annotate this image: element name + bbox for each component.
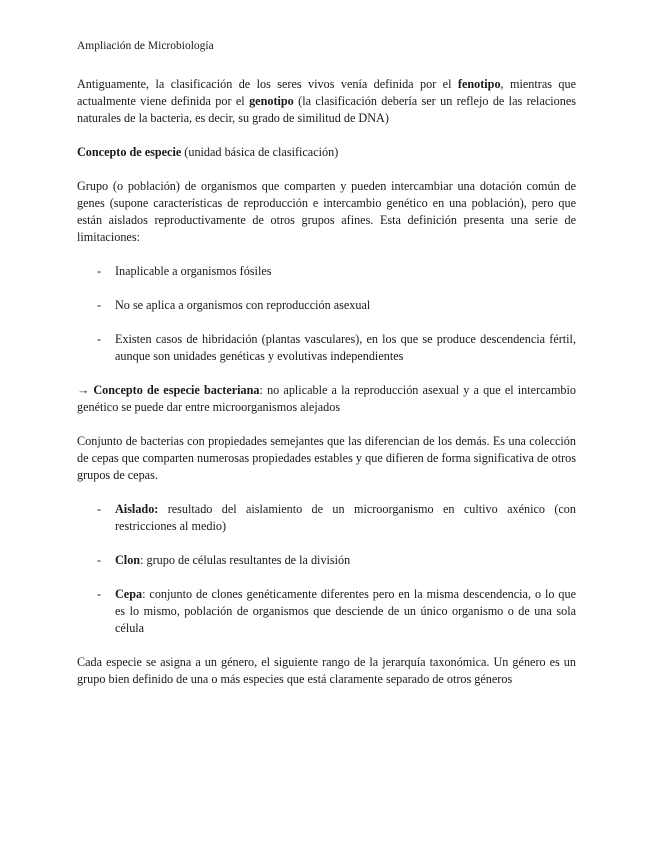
list-item-text: No se aplica a organismos con reproducción asexual	[115, 298, 371, 312]
list-item	[77, 297, 576, 314]
list-item-text: Existen casos de hibridación (plantas vasculares), en los que se produce descendencia fértil, aunque son unidades genéticas y evolutivas independientes	[115, 332, 576, 363]
bacterial-species-heading	[77, 382, 576, 416]
term-text: : grupo de células resultantes de la división	[140, 553, 351, 567]
list-bullet: -	[97, 298, 102, 312]
list-item	[77, 263, 576, 280]
term-label: Cepa	[115, 587, 143, 601]
species-heading	[77, 144, 576, 161]
list-item	[77, 501, 576, 535]
list-item-text	[115, 586, 576, 637]
list-bullet: -	[97, 264, 102, 278]
bacterial-heading-bold: Concepto de especie bacteriana	[93, 383, 260, 397]
list-item-text	[115, 552, 576, 569]
intro-paragraph	[77, 76, 576, 127]
list-item	[77, 586, 576, 637]
list-item-text	[115, 501, 576, 535]
intro-text-2: , mientras que actualmente viene definida por el	[77, 77, 576, 108]
list-bullet: -	[97, 587, 102, 601]
page-header: Ampliación de Microbiología	[77, 40, 214, 52]
intro-text-1: Antiguamente, la clasificación de los seres vivos venía definida por el	[77, 77, 458, 91]
species-heading-bold: Concepto de especie	[77, 145, 182, 159]
term-genotipo: genotipo	[249, 94, 294, 108]
bacterial-definition: Conjunto de bacterias con propiedades semejantes que las diferencian de los demás. Es una colección de cepas que comparten numerosas propiedades estables y que difieren de forma significativa de otros grupos de cepas.	[77, 434, 576, 482]
list-item	[77, 331, 576, 365]
term-fenotipo: fenotipo	[457, 77, 501, 91]
list-bullet: -	[97, 332, 102, 346]
term-label: Clon	[115, 553, 141, 567]
list-bullet: -	[97, 502, 102, 516]
arrow-icon: →	[77, 383, 94, 397]
term-label: Aislado:	[115, 502, 159, 516]
genus-paragraph: Cada especie se asigna a un género, el siguiente rango de la jerarquía taxonómica. Un género es un grupo bien definido de una o más especies que está claramente separado de otros géneros	[77, 655, 576, 686]
document-body	[77, 76, 576, 688]
term-text: resultado del aislamiento de un microorganismo en cultivo axénico (con restricciones al medio)	[115, 502, 576, 533]
intro-text-3: (la clasificación debería ser un reflejo de las relaciones naturales de la bacteria, es decir, su grado de similitud de DNA)	[77, 94, 576, 125]
list-item-text: Inaplicable a organismos fósiles	[115, 264, 272, 278]
term-text: : conjunto de clones genéticamente diferentes pero en la misma descendencia, o lo que es lo mismo, población de organismos que desciende de un único organismo o de una sola célula	[115, 587, 576, 635]
list-item	[77, 552, 576, 569]
species-heading-rest: (unidad básica de clasificación)	[181, 145, 339, 159]
bacterial-heading-rest: : no aplicable a la reproducción asexual y a que el intercambio genético se puede dar entre microorganismos alejados	[77, 383, 577, 414]
species-definition: Grupo (o población) de organismos que comparten y pueden intercambiar una dotación común de genes (supone características de reproducción e intercambio genético en una población), pero que están aislados reproductivamente de otros grupos afines. Esta definición presenta una serie de limitaciones:	[77, 179, 576, 244]
list-bullet: -	[97, 553, 102, 567]
